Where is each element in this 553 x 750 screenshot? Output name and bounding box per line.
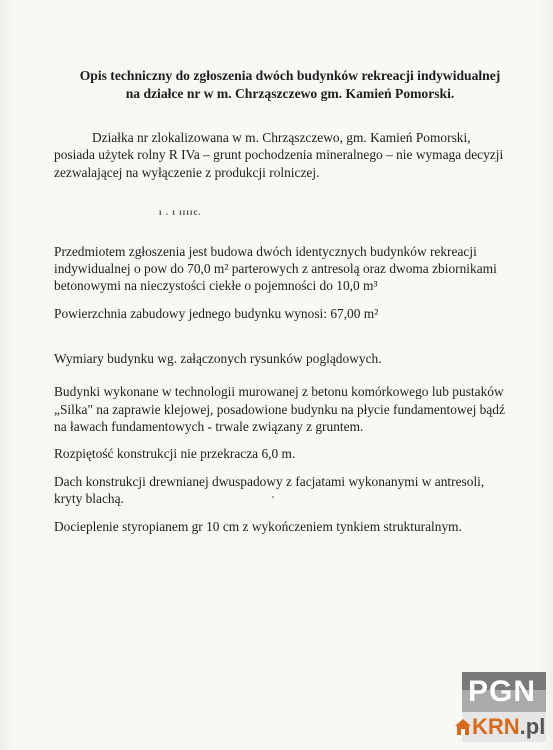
paragraph-8-line-1: Docieplenie styropianem gr 10 cm z wykończeniem tynkiem strukturalnym. (54, 519, 462, 534)
document-title-line-2: na działce nr w m. Chrząszczewo gm. Kamień Pomorski. (125, 86, 455, 101)
paragraph-1-line-1: Działka nr zlokalizowana w m. Chrząszczewo, gm. Kamień Pomorski, (92, 130, 471, 145)
paragraph-3-line-1: Powierzchnia zabudowy jednego budynku wynosi: 67,00 m² (54, 306, 379, 321)
logo-pl-suffix: .pl (519, 714, 546, 739)
paragraph-6-line-1: Rozpiętość konstrukcji nie przekracza 6,0 m. (54, 446, 296, 461)
paragraph-2-line-2: indywidualnej o pow do 70,0 m² parterowych z antresolą oraz dwoma zbiornikami (54, 261, 497, 276)
scan-smudge: ı . ɪ ɪɪɪɪc. (159, 207, 202, 217)
paragraph-7-line-1: Dach konstrukcji drewnianej dwuspadowy z facjatami wykonanymi w antresoli, (54, 474, 485, 489)
logo-pgn-text: PGN (468, 675, 537, 708)
pgn-krn-logo (462, 672, 546, 742)
document-title-line-1: Opis techniczny do zgłoszenia dwóch budynków rekreacji indywidualnej (79, 68, 501, 83)
paragraph-5-line-3: na ławach fundamentowych - trwale związany z gruntem. (54, 419, 364, 434)
paragraph-1-line-3: zezwalającej na wyłączenie z produkcji rolniczej. (54, 165, 320, 180)
logo-krn-word: KRN (472, 714, 520, 739)
paragraph-5-line-1: Budynki wykonane w technologii murowanej z betonu komórkowego lub pustaków (54, 384, 504, 399)
paragraph-2-line-1: Przedmiotem zgłoszenia jest budowa dwóch identycznych budynków rekreacji (54, 244, 477, 259)
house-icon (454, 718, 472, 736)
paragraph-2-line-3: betonowymi na nieczystości ciekłe o pojemności do 10,0 m³ (54, 278, 378, 293)
paragraph-1-line-2: posiada użytek rolny R IVa – grunt pochodzenia mineralnego – nie wymaga decyzji (54, 147, 504, 162)
paragraph-4-line-1: Wymiary budynku wg. załączonych rysunków poglądowych. (54, 351, 382, 366)
logo-krn-text (472, 712, 545, 742)
paragraph-5-line-2: „Silka" na zaprawie klejowej, posadowione budynku na płycie fundamentowej bądź (54, 402, 505, 417)
scan-speck (272, 496, 274, 498)
paragraph-7-line-2: kryty blachą. (54, 491, 124, 506)
